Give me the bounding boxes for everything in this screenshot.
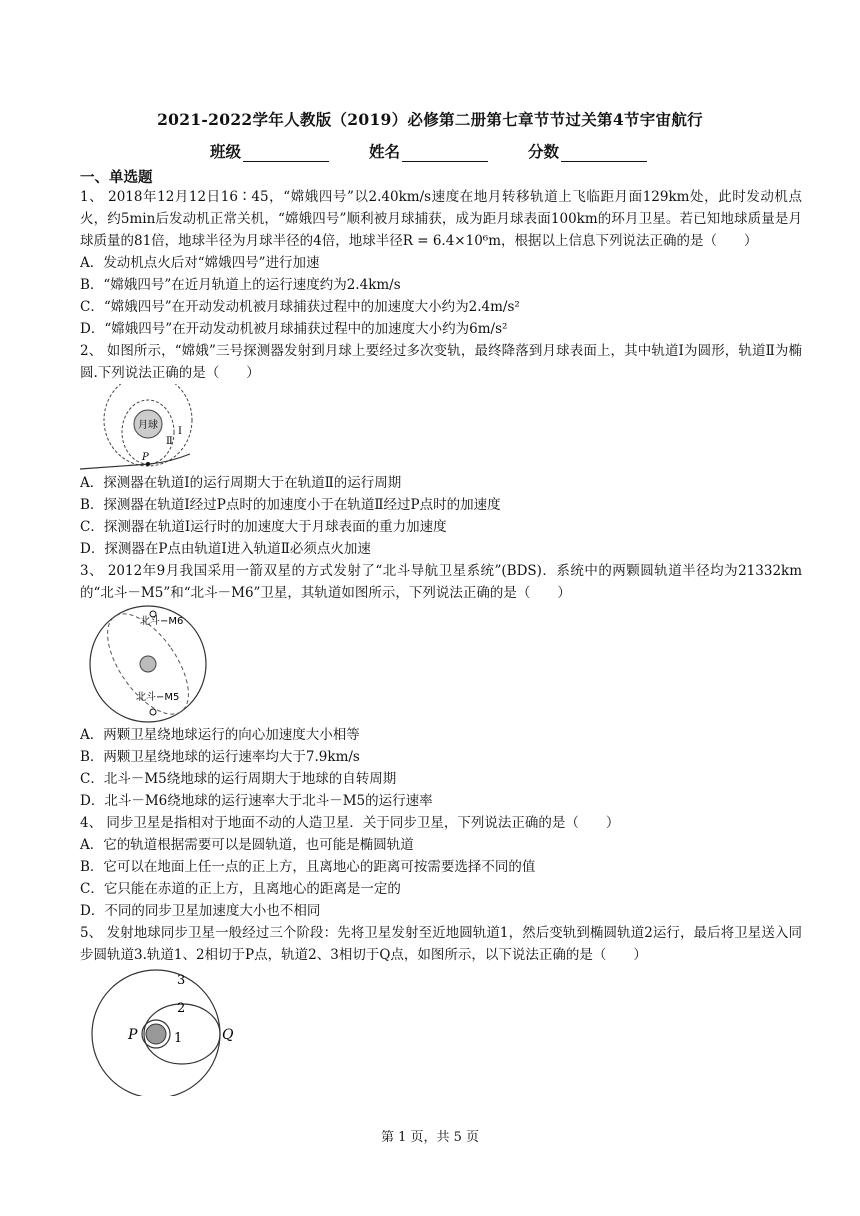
question-4	[80, 812, 802, 834]
question-number: 1、	[80, 189, 104, 205]
trajectory-line	[80, 454, 190, 469]
earth-body	[146, 1024, 166, 1044]
option-b[interactable]: B．“嫦娥四号”在近月轨道上的运行速度约为2.4km/s	[80, 277, 401, 293]
m5-label: 北斗−M5	[136, 692, 180, 703]
question-5	[80, 922, 802, 966]
option-d[interactable]: D．北斗－M6绕地球的运行速率大于北斗－M5的运行速率	[80, 793, 433, 809]
option-a[interactable]: A．发动机点火后对“嫦娥四号”进行加速	[80, 255, 320, 271]
score-field[interactable]	[528, 140, 647, 162]
question-1	[80, 186, 802, 252]
point-q-label: Q	[222, 1027, 234, 1043]
name-label: 姓名	[369, 142, 401, 161]
section-heading: 一、单选题	[80, 169, 153, 186]
option-a[interactable]: A．两颗卫星绕地球运行的向心加速度大小相等	[80, 727, 360, 743]
point-p-label: P	[142, 452, 149, 463]
orbit3-label: 3	[177, 973, 186, 988]
option-d[interactable]: D．“嫦娥四号”在开动发动机被月球捕获过程中的加速度大小约为6m/s²	[80, 321, 508, 337]
student-info	[210, 140, 647, 162]
moon-orbit-figure	[80, 384, 210, 472]
option-c[interactable]: C．探测器在轨道Ⅰ运行时的加速度大于月球表面的重力加速度	[80, 519, 447, 535]
option-c[interactable]: C．它只能在赤道的正上方，且离地心的距离是一定的	[80, 881, 401, 897]
orbit2-label: Ⅱ	[166, 436, 173, 447]
score-label: 分数	[528, 142, 560, 161]
question-text: 同步卫星是指相对于地面不动的人造卫星．关于同步卫星，下列说法正确的是（ ）	[106, 815, 620, 831]
option-d[interactable]: D．不同的同步卫星加速度大小也不相同	[80, 903, 321, 919]
question-text: 如图所示，“嫦娥”三号探测器发射到月球上要经过多次变轨，最终降落到月球表面上，其中轨道Ⅰ为圆形，轨道Ⅱ为椭圆.下列说法正确的是（ ）	[80, 343, 803, 381]
questions	[80, 186, 802, 1096]
option-d[interactable]: D．探测器在P点由轨道Ⅰ进入轨道Ⅱ必须点火加速	[80, 541, 371, 557]
option-b[interactable]: B．探测器在轨道Ⅰ经过P点时的加速度小于在轨道Ⅱ经过P点时的加速度	[80, 497, 501, 513]
page-title: 2021-2022学年人教版（2019）必修第二册第七章节节过关第4节宇宙航行	[157, 110, 703, 129]
option-a[interactable]: A．它的轨道根据需要可以是圆轨道，也可能是椭圆轨道	[80, 837, 414, 853]
beidou-orbit-figure	[80, 604, 220, 724]
option-c[interactable]: C．北斗－M5绕地球的运行周期大于地球的自转周期	[80, 771, 397, 787]
name-field[interactable]	[369, 140, 488, 162]
earth-body	[140, 656, 156, 672]
option-b[interactable]: B．它可以在地面上任一点的正上方，且离地心的距离可按需要选择不同的值	[80, 859, 536, 875]
page-footer: 第 1 页，共 5 页	[380, 1130, 480, 1145]
question-text: 发射地球同步卫星一般经过三个阶段：先将卫星发射至近地圆轨道1，然后变轨到椭圆轨道2运行，最后将卫星送入同步圆轨道3.轨道1、2相切于P点，轨道2、3相切于Q点，如图所示，以下说法正确的是（ ）	[80, 925, 802, 963]
question-number: 4、	[80, 815, 103, 831]
orbit2-label: 2	[177, 1001, 186, 1016]
class-field[interactable]	[210, 140, 329, 162]
point-p-label: P	[128, 1027, 138, 1043]
orbit1-label: 1	[174, 1031, 183, 1046]
option-b[interactable]: B．两颗卫星绕地球的运行速率均大于7.9km/s	[80, 749, 360, 765]
m6-label: 北斗−M6	[140, 616, 184, 627]
satellite-m5	[150, 709, 156, 715]
question-2	[80, 340, 802, 384]
question-number: 2、	[80, 343, 103, 359]
question-3	[80, 560, 802, 604]
option-c[interactable]: C．“嫦娥四号”在开动发动机被月球捕获过程中的加速度大小约为2.4m/s²	[80, 299, 520, 315]
moon-label: 月球	[138, 420, 158, 431]
question-text: 2018年12月12日16∶45，“嫦娥四号”以2.40km/s速度在地月转移轨道上飞临距月面129km处，此时发动机点火，约5min后发动机正常关机，“嫦娥四号”顺利被月球捕获，成为距月球表面100km的环月卫星。若已知地球质量是月球质量的81倍，地球半径为月球半径的4倍，地球半径R = 6.4×10⁶m，根据以上信息下列说法正确的是（ ）	[80, 189, 803, 249]
class-label: 班级	[210, 142, 242, 161]
question-text: 2012年9月我国采用一箭双星的方式发射了“北斗导航卫星系统”(BDS)．系统中的两颗圆轨道半径均为21332km的“北斗－M5”和“北斗－M6”卫星，其轨道如图所示，下列说法正确的是（ ）	[80, 563, 803, 601]
question-number: 3、	[80, 563, 104, 579]
transfer-orbit-figure	[80, 966, 240, 1096]
question-number: 5、	[80, 925, 103, 941]
option-a[interactable]: A．探测器在轨道Ⅰ的运行周期大于在轨道Ⅱ的运行周期	[80, 475, 402, 491]
orbit1-label: Ⅰ	[178, 426, 182, 437]
